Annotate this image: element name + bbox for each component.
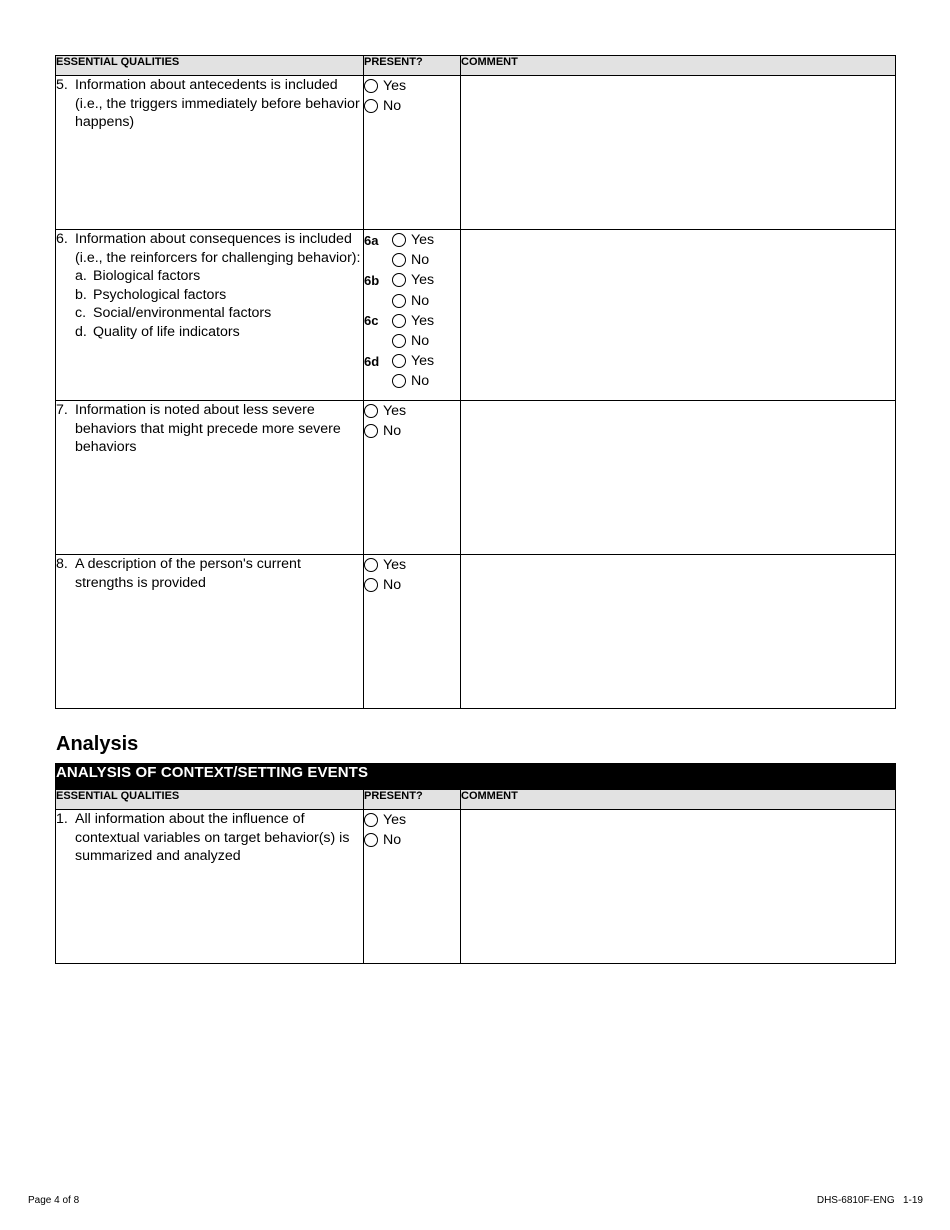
table-header-row (56, 790, 896, 810)
radio-no[interactable] (392, 334, 406, 348)
item-number: 5. (56, 77, 68, 93)
option-label: Yes (411, 272, 435, 289)
group-6a-no[interactable] (364, 250, 460, 270)
quality-cell (56, 555, 364, 709)
option-label: No (383, 832, 402, 849)
radio-yes[interactable] (392, 354, 406, 368)
radio-yes[interactable] (364, 404, 378, 418)
header-qualities: ESSENTIAL QUALITIES (56, 56, 364, 76)
table-row (56, 76, 896, 230)
radio-no[interactable] (392, 294, 406, 308)
header-comment: COMMENT (461, 56, 896, 76)
option-label: Yes (383, 78, 407, 95)
subitem: c. Social/environmental factors (75, 305, 272, 322)
comment-field[interactable] (461, 401, 896, 555)
header-qualities: ESSENTIAL QUALITIES (56, 790, 364, 810)
radio-yes[interactable] (364, 558, 378, 572)
banner-row (56, 764, 896, 790)
option-label: No (411, 373, 430, 390)
item-text: Information about antecedents is included (i.e., the triggers immediately before behavior happens) (75, 77, 360, 131)
form-id: DHS-6810F-ENG 1-19 (816, 1195, 923, 1206)
header-present: PRESENT? (364, 56, 461, 76)
option-label: No (411, 252, 430, 269)
item-number: 1. (56, 811, 68, 827)
table-row (56, 401, 896, 555)
option-label: No (383, 423, 402, 440)
present-cell (364, 230, 461, 401)
qualities-table (55, 55, 896, 709)
yes-option[interactable] (364, 810, 460, 830)
no-option[interactable] (364, 421, 460, 441)
comment-field[interactable] (461, 230, 896, 401)
table-row (56, 810, 896, 964)
subitem: a. Biological factors (75, 268, 201, 285)
table-row (56, 555, 896, 709)
item-number: 8. (56, 556, 68, 572)
radio-no[interactable] (364, 99, 378, 113)
radio-no[interactable] (392, 253, 406, 267)
radio-yes[interactable] (392, 273, 406, 287)
yes-option[interactable] (364, 401, 460, 421)
comment-field[interactable] (461, 555, 896, 709)
no-option[interactable] (364, 575, 460, 595)
option-label: No (411, 292, 430, 309)
group-6d-no[interactable] (364, 371, 460, 391)
group-6d-yes[interactable] (364, 351, 460, 371)
option-label: Yes (411, 232, 435, 249)
table-header-row (56, 56, 896, 76)
present-cell (364, 810, 461, 964)
yes-option[interactable] (364, 555, 460, 575)
option-label: No (383, 98, 402, 115)
analysis-table (55, 763, 896, 964)
quality-cell (56, 401, 364, 555)
item-text: All information about the influence of contextual variables on target behavior(s) is summarized and analyzed (75, 811, 350, 865)
quality-cell (56, 230, 364, 401)
group-label: 6d (364, 353, 380, 369)
radio-yes[interactable] (392, 233, 406, 247)
radio-yes[interactable] (364, 79, 378, 93)
header-present: PRESENT? (364, 790, 461, 810)
page-number: Page 4 of 8 (28, 1195, 80, 1206)
radio-no[interactable] (364, 833, 378, 847)
option-label: Yes (383, 557, 407, 574)
comment-field[interactable] (461, 810, 896, 964)
item-text: A description of the person's current strengths is provided (75, 556, 301, 591)
group-label: 6a (364, 232, 379, 248)
table-row (56, 230, 896, 401)
no-option[interactable] (364, 96, 460, 116)
option-label: Yes (383, 403, 407, 420)
quality-cell (56, 810, 364, 964)
subitem: b. Psychological factors (75, 286, 227, 303)
group-6c-no[interactable] (364, 331, 460, 351)
option-label: No (383, 577, 402, 594)
section-title-analysis: Analysis (56, 733, 139, 755)
no-option[interactable] (364, 830, 460, 850)
option-label: Yes (383, 812, 407, 829)
option-label: No (411, 333, 430, 350)
radio-yes[interactable] (392, 314, 406, 328)
item-number: 6. (56, 231, 68, 247)
quality-cell (56, 76, 364, 230)
header-comment: COMMENT (461, 790, 896, 810)
group-label: 6b (364, 272, 380, 288)
present-cell (364, 76, 461, 230)
group-label: 6c (364, 313, 379, 329)
radio-no[interactable] (364, 424, 378, 438)
present-cell (364, 401, 461, 555)
present-cell (364, 555, 461, 709)
analysis-banner: ANALYSIS OF CONTEXT/SETTING EVENTS (56, 764, 896, 790)
item-number: 7. (56, 402, 68, 418)
option-label: Yes (411, 312, 435, 329)
group-6b-no[interactable] (364, 291, 460, 311)
item-text: Information is noted about less severe behaviors that might precede more severe behaviors (75, 402, 341, 456)
radio-no[interactable] (392, 374, 406, 388)
yes-option[interactable] (364, 76, 460, 96)
radio-yes[interactable] (364, 813, 378, 827)
subitem: d. Quality of life indicators (75, 323, 240, 340)
item-text: Information about consequences is included (i.e., the reinforcers for challenging behavior): (75, 231, 361, 266)
comment-field[interactable] (461, 76, 896, 230)
group-6b-yes[interactable] (364, 270, 460, 290)
option-label: Yes (411, 353, 435, 370)
radio-no[interactable] (364, 578, 378, 592)
group-6c-yes[interactable] (364, 311, 460, 331)
group-6a-yes[interactable] (364, 230, 460, 250)
